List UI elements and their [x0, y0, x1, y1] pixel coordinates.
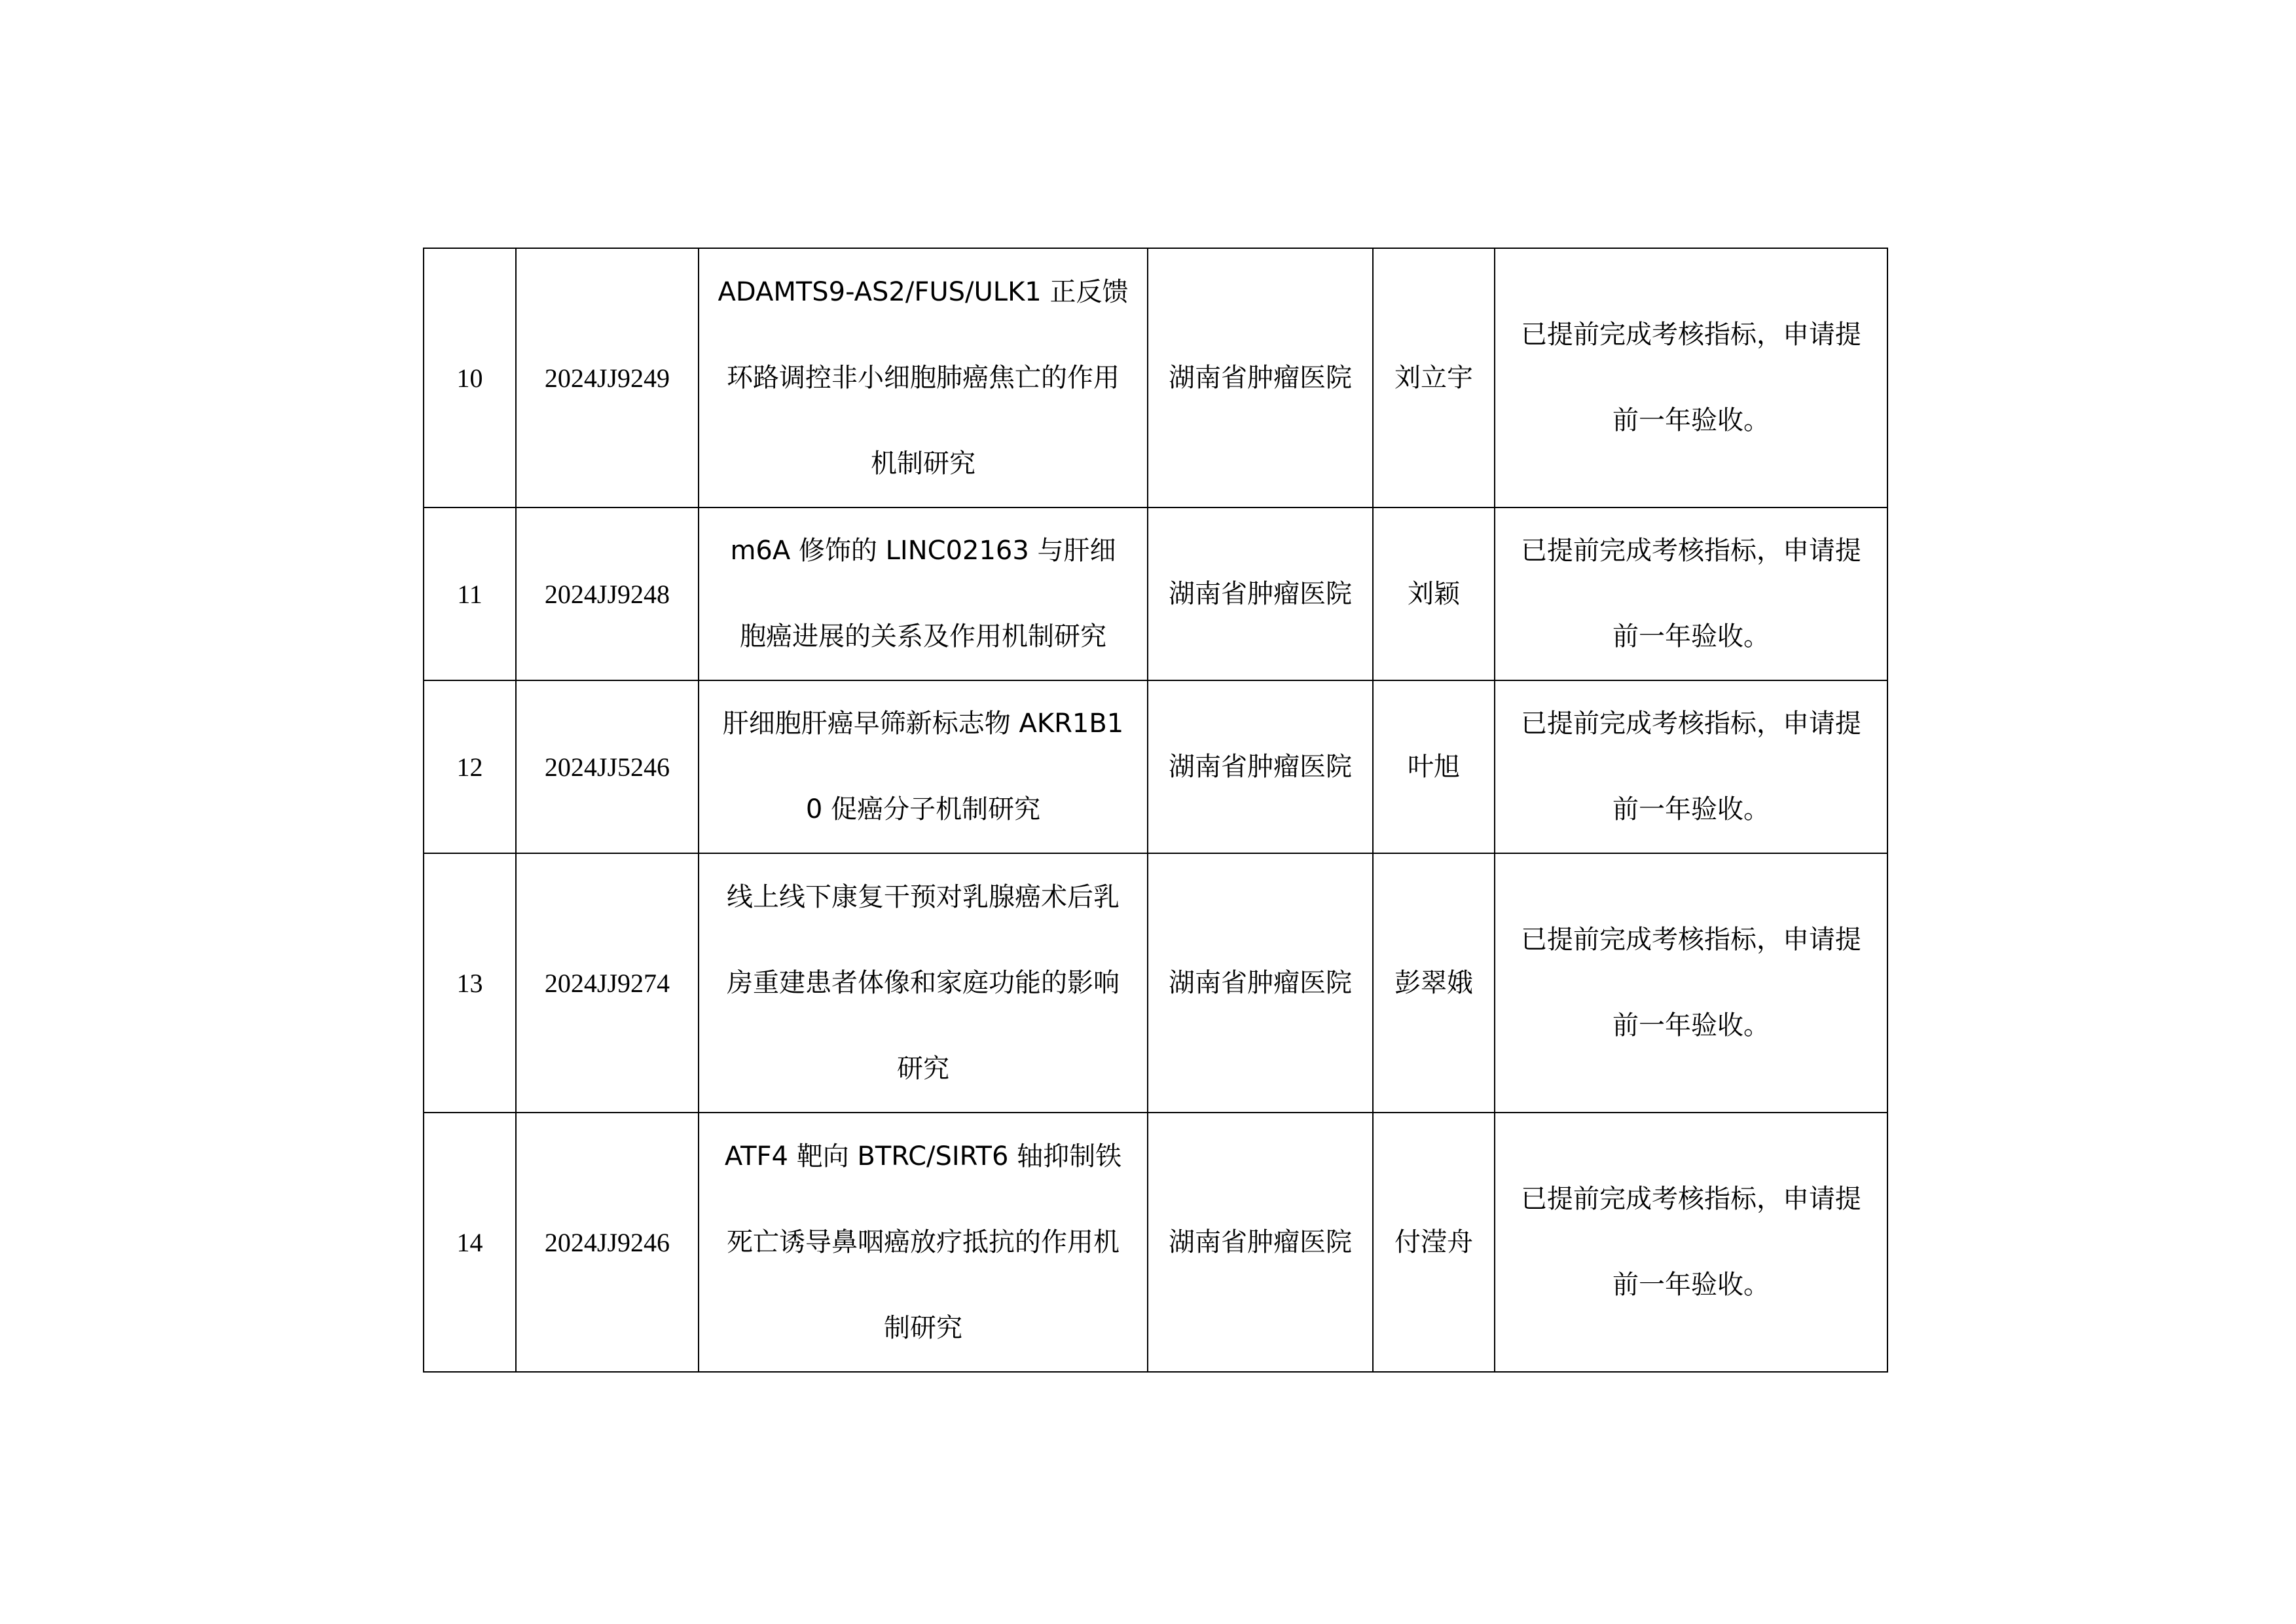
project-table: [423, 248, 1888, 1373]
principal-investigator: 叶旭: [1373, 680, 1495, 853]
project-title: ATF4 靶向 BTRC/SIRT6 轴抑制铁死亡诱导鼻咽癌放疗抵抗的作用机制研究: [699, 1113, 1148, 1372]
principal-investigator: 刘立宇: [1373, 248, 1495, 507]
institution: 湖南省肿瘤医院: [1148, 680, 1373, 853]
remarks: 已提前完成考核指标，申请提前一年验收。: [1495, 853, 1887, 1113]
remarks: 已提前完成考核指标，申请提前一年验收。: [1495, 248, 1887, 507]
remarks: 已提前完成考核指标，申请提前一年验收。: [1495, 1113, 1887, 1372]
project-code: 2024JJ9249: [516, 248, 699, 507]
table-row: [424, 853, 1887, 1113]
row-number: 14: [424, 1113, 516, 1372]
table-row: [424, 680, 1887, 853]
principal-investigator: 刘颖: [1373, 507, 1495, 680]
project-code: 2024JJ9248: [516, 507, 699, 680]
project-title: ADAMTS9-AS2/FUS/ULK1 正反馈环路调控非小细胞肺癌焦亡的作用机制研究: [699, 248, 1148, 507]
principal-investigator: 付滢舟: [1373, 1113, 1495, 1372]
table-row: [424, 1113, 1887, 1372]
project-title: 肝细胞肝癌早筛新标志物 AKR1B10 促癌分子机制研究: [699, 680, 1148, 853]
project-code: 2024JJ5246: [516, 680, 699, 853]
table-row: [424, 507, 1887, 680]
row-number: 12: [424, 680, 516, 853]
principal-investigator: 彭翠娥: [1373, 853, 1495, 1113]
institution: 湖南省肿瘤医院: [1148, 853, 1373, 1113]
row-number: 13: [424, 853, 516, 1113]
row-number: 11: [424, 507, 516, 680]
institution: 湖南省肿瘤医院: [1148, 248, 1373, 507]
remarks: 已提前完成考核指标，申请提前一年验收。: [1495, 680, 1887, 853]
row-number: 10: [424, 248, 516, 507]
project-title: m6A 修饰的 LINC02163 与肝细胞癌进展的关系及作用机制研究: [699, 507, 1148, 680]
institution: 湖南省肿瘤医院: [1148, 1113, 1373, 1372]
remarks: 已提前完成考核指标，申请提前一年验收。: [1495, 507, 1887, 680]
project-title: 线上线下康复干预对乳腺癌术后乳房重建患者体像和家庭功能的影响研究: [699, 853, 1148, 1113]
table-row: [424, 248, 1887, 507]
project-code: 2024JJ9274: [516, 853, 699, 1113]
institution: 湖南省肿瘤医院: [1148, 507, 1373, 680]
project-code: 2024JJ9246: [516, 1113, 699, 1372]
